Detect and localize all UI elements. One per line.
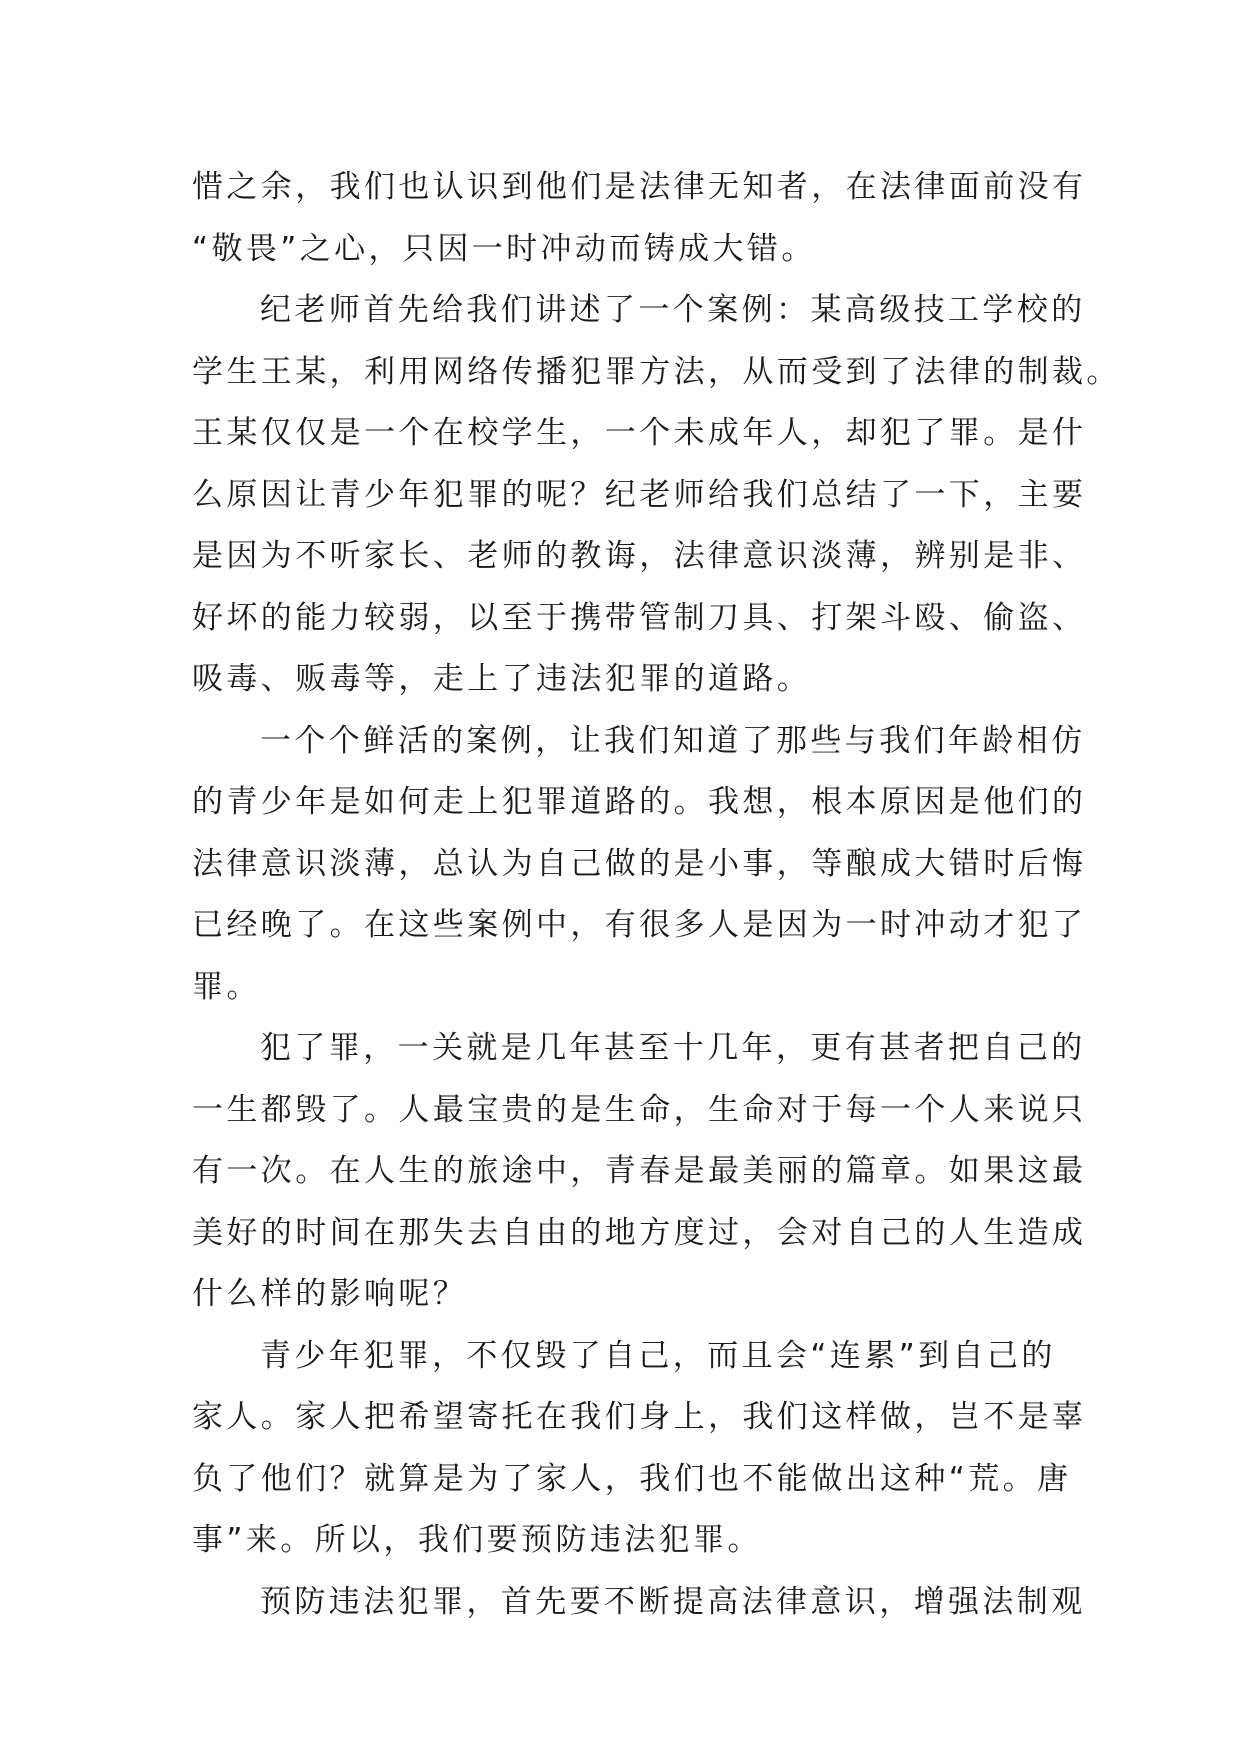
text-line: 事”来。所以，我们要预防违法犯罪。 [192, 1522, 762, 1558]
text-line: 的青少年是如何走上犯罪道路的。我想，根本原因是他们的 [192, 784, 1087, 820]
text-line: 已经晚了。在这些案例中，有很多人是因为一时冲动才犯了 [192, 907, 1087, 943]
text-line: 有一次。在人生的旅途中，青春是最美丽的篇章。如果这最 [192, 1153, 1087, 1189]
paragraph [192, 711, 1087, 1019]
text-line: 惜之余，我们也认识到他们是法律无知者，在法律面前没有 [192, 169, 1087, 205]
text-line: 美好的时间在那失去自由的地方度过，会对自己的人生造成 [192, 1214, 1087, 1251]
text-line: 一生都毁了。人最宝贵的是生命，生命对于每一个人来说只 [192, 1091, 1087, 1128]
text-line: 王某仅仅是一个在校学生，一个未成年人，却犯了罪。是什 [192, 415, 1087, 451]
text-line: 什么样的影响呢？ [192, 1276, 468, 1312]
document-body [192, 157, 1121, 1633]
text-line: 家人。家人把希望寄托在我们身上，我们这样做，岂不是辜 [192, 1399, 1087, 1435]
text-line: 纪老师首先给我们讲述了一个案例：某高级技工学校的 [260, 292, 1086, 328]
text-line: 青少年犯罪，不仅毁了自己，而且会“连累”到自己的 [260, 1337, 1056, 1374]
text-line: 么原因让青少年犯罪的呢？纪老师给我们总结了一下，主要 [192, 476, 1087, 513]
text-line: 负了他们？就算是为了家人，我们也不能做出这种“荒。唐 [192, 1460, 1072, 1497]
text-line: “敬畏”之心，只因一时冲动而铸成大错。 [192, 230, 816, 267]
text-line: 学生王某，利用网络传播犯罪方法，从而受到了法律的制裁。 [192, 353, 1121, 390]
text-line: 吸毒、贩毒等，走上了违法犯罪的道路。 [192, 661, 812, 697]
text-line: 法律意识淡薄，总认为自己做的是小事，等酿成大错时后悔 [192, 845, 1087, 882]
text-line: 是因为不听家长、老师的教诲，法律意识淡薄，辨别是非、 [192, 538, 1087, 574]
paragraph [192, 280, 1121, 711]
text-line: 犯了罪，一关就是几年甚至十几年，更有甚者把自己的 [260, 1030, 1086, 1066]
paragraph [192, 157, 1087, 280]
paragraph [192, 1326, 1087, 1572]
text-line: 一个个鲜活的案例，让我们知道了那些与我们年龄相仿 [260, 722, 1086, 759]
paragraph [192, 1572, 1086, 1634]
text-line: 预防违法犯罪，首先要不断提高法律意识，增强法制观 [260, 1583, 1086, 1620]
paragraph [192, 1018, 1087, 1326]
text-line: 好坏的能力较弱，以至于携带管制刀具、打架斗殴、偷盗、 [192, 599, 1087, 636]
text-line: 罪。 [192, 968, 261, 1005]
